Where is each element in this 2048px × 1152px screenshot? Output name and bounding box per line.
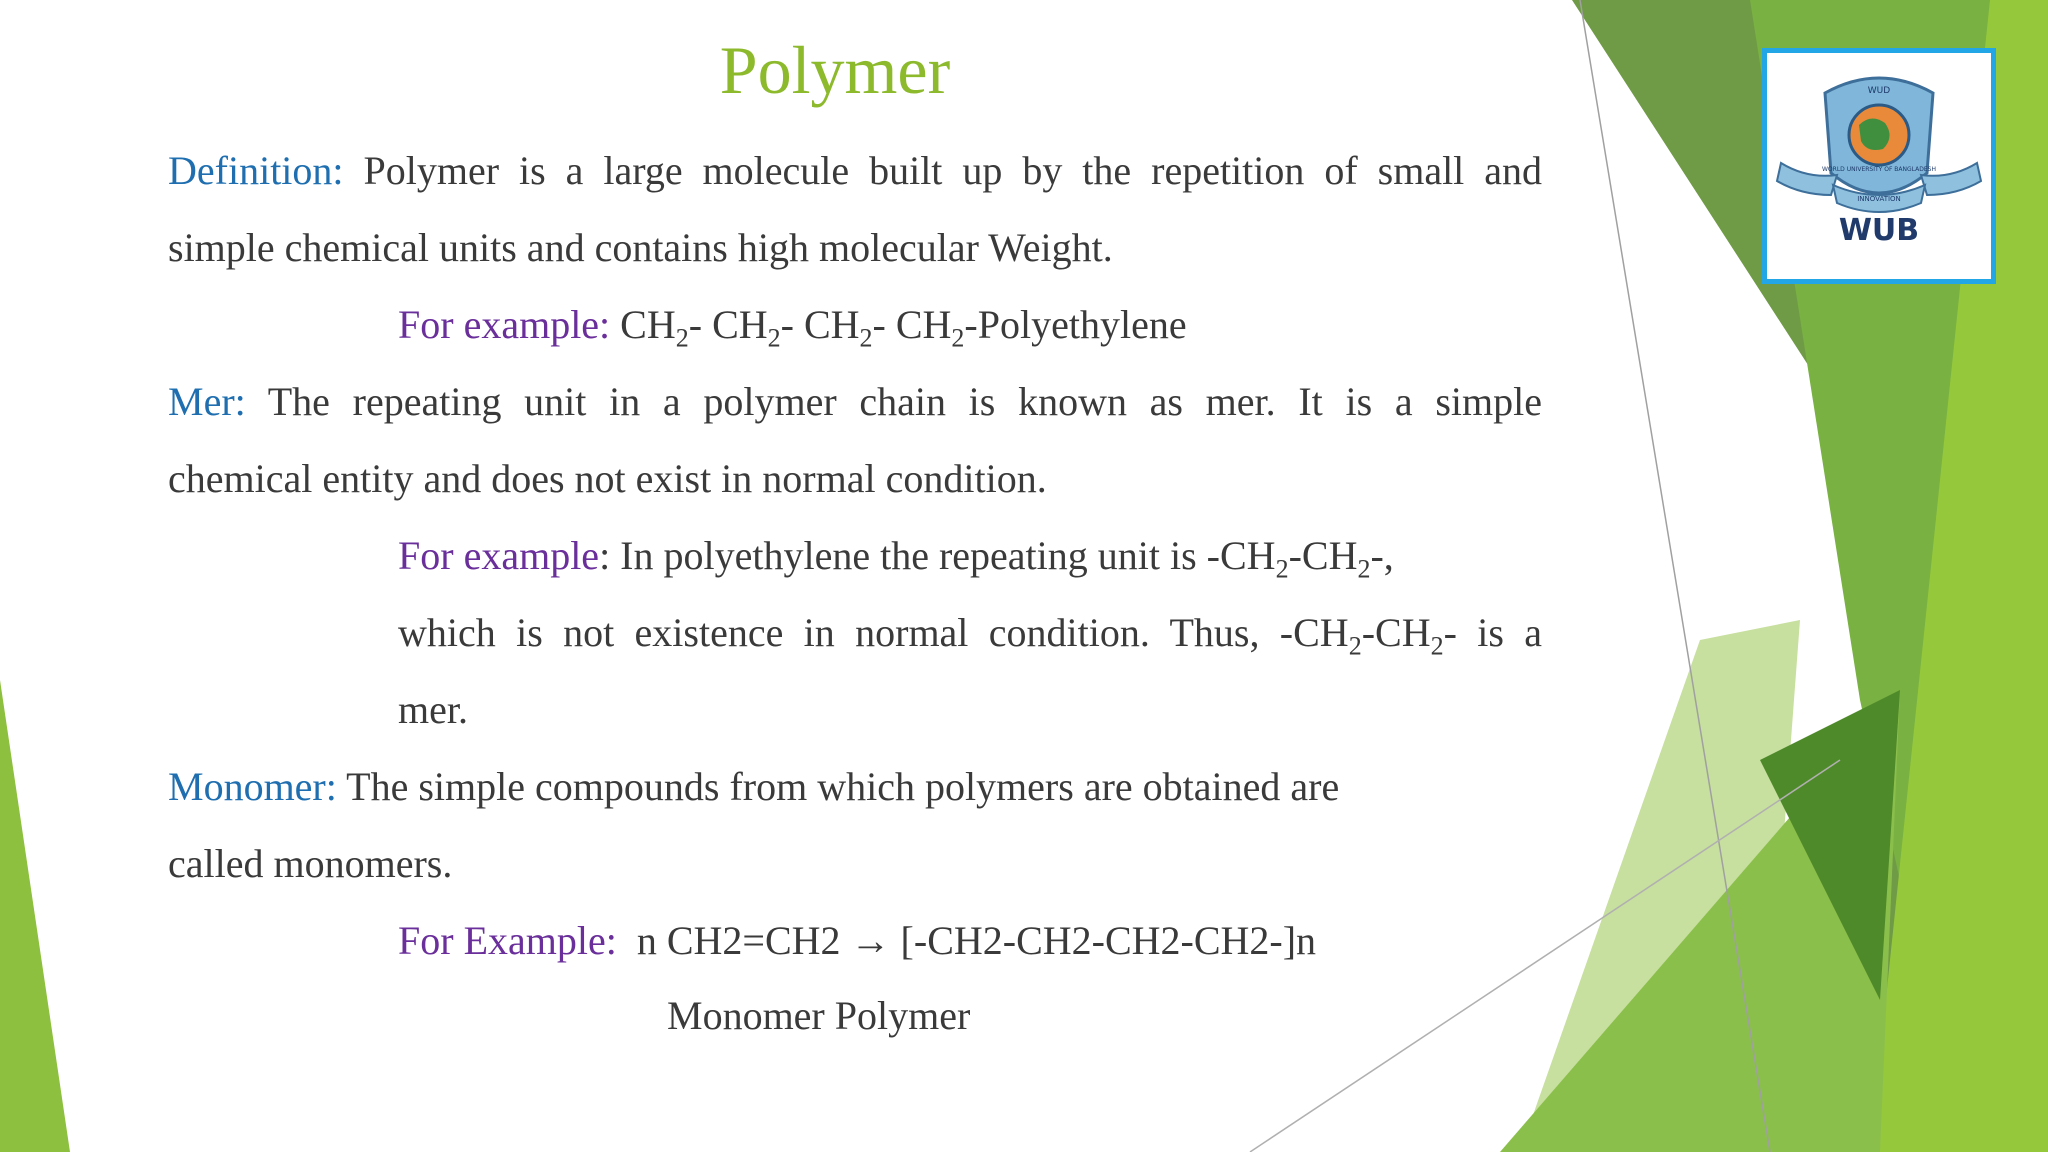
logo-arc-text: WORLD UNIVERSITY OF BANGLADESH — [1822, 166, 1936, 173]
mer-example-line-3: mer. — [398, 687, 468, 732]
university-logo — [1762, 48, 1996, 284]
mer-example-line-1 — [398, 530, 1394, 582]
monomer-example — [398, 915, 1316, 967]
monomer-polymer-caption: Monomer Polymer — [667, 993, 971, 1038]
mer-example-text-1: : In polyethylene the repeating unit is $-CH_2-CH_2-$, — [599, 533, 1394, 584]
mer-term: Mer: — [168, 379, 246, 424]
definition-example-formula: $CH_2-$ $CH_2-$ $CH_2-$ $CH_2$-Polyethylene — [620, 302, 1187, 353]
logo-wordmark: WUB — [1838, 213, 1920, 248]
monomer-paragraph-line-2: called monomers. — [168, 841, 453, 886]
left-green-wedge — [0, 680, 70, 1152]
logo-arc-top: WUD — [1867, 86, 1891, 96]
mer-example-label: For example — [398, 533, 600, 578]
monomer-term: Monomer: — [168, 764, 337, 809]
mer-paragraph-line-2: chemical entity and does not exist in normal condition. — [168, 456, 1047, 501]
definition-paragraph-line-2: simple chemical units and contains high molecular Weight. — [168, 225, 1113, 270]
slide-title: Polymer — [719, 32, 951, 108]
definition-text-line-1: Polymer is a large molecule built up by the repetition of small and — [363, 148, 1543, 193]
monomer-paragraph-line-1 — [168, 761, 1339, 813]
mer-example-line-2: which is not existence in normal condition. Thus, $-CH_2-CH_2-$ is a — [398, 610, 1542, 661]
definition-example-label: For example: — [398, 302, 611, 347]
definition-term: Definition: — [168, 148, 344, 193]
logo-ribbon-text: INNOVATION — [1857, 195, 1901, 203]
definition-paragraph-line-1 — [168, 145, 1542, 197]
definition-example — [398, 299, 1187, 351]
monomer-text-line-1: The simple compounds from which polymers are obtained are — [346, 764, 1340, 809]
mer-paragraph-line-1 — [168, 376, 1542, 428]
mer-text-line-1: The repeating unit in a polymer chain is known as mer. It is a simple — [267, 379, 1542, 424]
monomer-example-label: For Example: — [398, 918, 617, 963]
monomer-example-equation: n CH2=CH2 → [-CH2-CH2-CH2-CH2-]n — [636, 918, 1317, 963]
